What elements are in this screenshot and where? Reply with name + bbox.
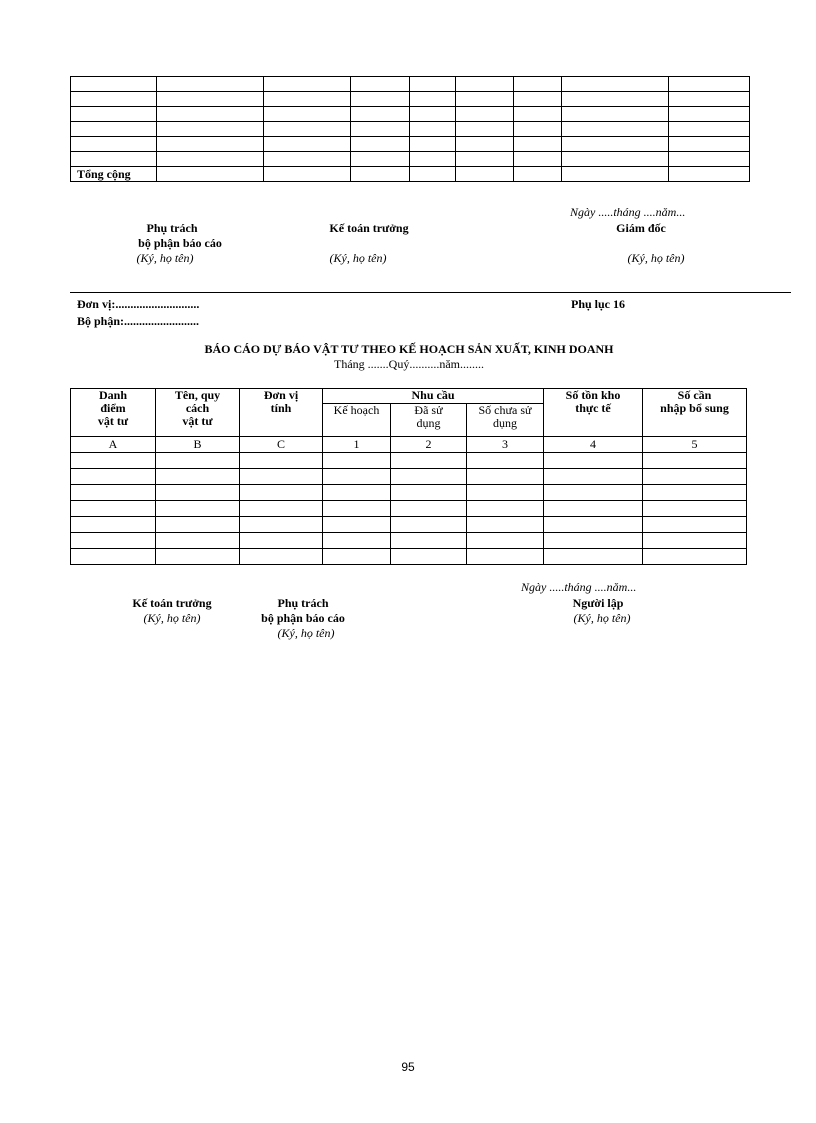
table-row xyxy=(71,517,747,533)
code-cell: C xyxy=(240,437,323,453)
bottom-sign-col1-title: Kế toán trưởng xyxy=(132,596,212,610)
table-row xyxy=(71,152,750,167)
top-sign-col3-title: Giám đốc xyxy=(616,221,666,235)
table-row xyxy=(71,77,750,92)
forecast-table xyxy=(70,388,747,565)
table-row xyxy=(71,122,750,137)
code-cell: B xyxy=(156,437,240,453)
top-sign-col2-note: (Ký, họ tên) xyxy=(329,251,387,265)
col-item-code-header: Danh điểm vật tư xyxy=(71,389,156,437)
report-title: BÁO CÁO DỰ BÁO VẬT TƯ THEO KẾ HOẠCH SẢN XUẤT, KINH DOANH xyxy=(204,342,614,356)
total-row xyxy=(71,167,750,182)
top-sign-col1-note: (Ký, họ tên) xyxy=(136,251,194,265)
section-divider xyxy=(70,292,791,293)
bottom-sign-col1-note: (Ký, họ tên) xyxy=(143,611,201,625)
table-row xyxy=(71,137,750,152)
top-sign-col1-title-1: Phụ trách xyxy=(146,221,198,235)
col-unit-header: Đơn vị tính xyxy=(240,389,323,437)
col-name-spec-header: Tên, quy cách vật tư xyxy=(156,389,240,437)
code-cell: 2 xyxy=(391,437,467,453)
top-sign-col3-note: (Ký, họ tên) xyxy=(627,251,685,265)
continuation-table xyxy=(70,76,750,182)
table-row xyxy=(71,469,747,485)
code-cell: 5 xyxy=(643,437,747,453)
table-row xyxy=(71,501,747,517)
table-row xyxy=(71,533,747,549)
code-cell: 1 xyxy=(323,437,391,453)
code-cell: 3 xyxy=(467,437,544,453)
col-unused-header: Số chưa sử dụng xyxy=(467,404,544,437)
table-row xyxy=(71,107,750,122)
table-row xyxy=(71,453,747,469)
page-number: 95 xyxy=(401,1060,415,1074)
table-row xyxy=(71,485,747,501)
bottom-date-line: Ngày .....tháng ....năm... xyxy=(521,580,637,594)
code-cell: A xyxy=(71,437,156,453)
appendix-label: Phụ lục 16 xyxy=(571,297,626,311)
table-row xyxy=(71,549,747,565)
col-plan-header: Kế hoạch xyxy=(323,404,391,437)
department-line: Bộ phận:......................... xyxy=(77,314,200,328)
col-supplement-header: Số cần nhập bổ sung xyxy=(643,389,747,437)
bottom-sign-col2-note: (Ký, họ tên) xyxy=(277,626,335,640)
code-row xyxy=(71,437,747,453)
top-date-line: Ngày .....tháng ....năm... xyxy=(570,205,686,219)
unit-line: Đơn vị:............................ xyxy=(77,297,200,311)
group-demand-header: Nhu cầu xyxy=(323,389,544,404)
top-sign-col1-title-2: bộ phận báo cáo xyxy=(138,236,222,250)
report-subtitle: Tháng .......Quý..........năm........ xyxy=(334,357,484,371)
col-used-header: Đã sử dụng xyxy=(391,404,467,437)
col-stock-header: Số tồn kho thực tế xyxy=(544,389,643,437)
bottom-sign-col2-title-2: bộ phận báo cáo xyxy=(261,611,345,625)
bottom-sign-col3-title: Người lập xyxy=(572,596,624,610)
code-cell: 4 xyxy=(544,437,643,453)
total-label: Tổng cộng xyxy=(71,167,157,182)
top-sign-col2-title: Kế toán trưởng xyxy=(329,221,409,235)
bottom-sign-col3-note: (Ký, họ tên) xyxy=(573,611,631,625)
bottom-sign-col2-title-1: Phụ trách xyxy=(277,596,329,610)
table-row xyxy=(71,92,750,107)
